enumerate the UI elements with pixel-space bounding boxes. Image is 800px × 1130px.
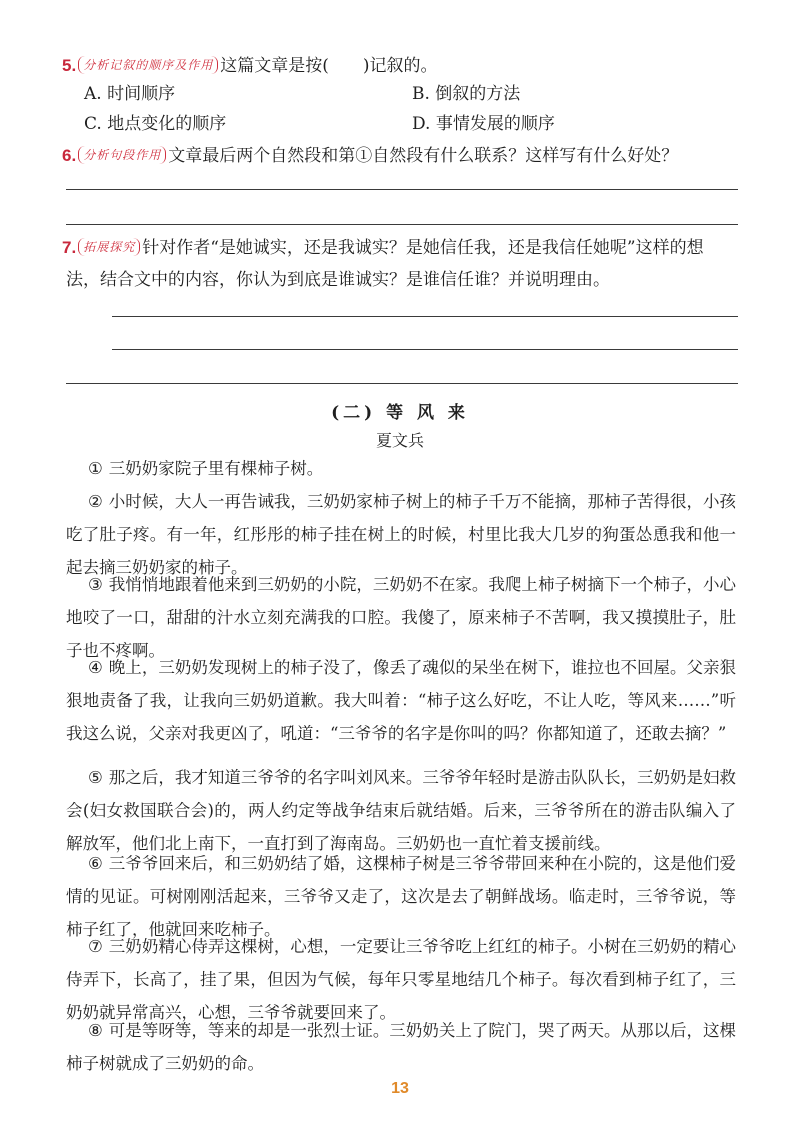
question-5-text: 这篇文章是按( )记叙的。 xyxy=(220,56,438,76)
q7-answer-line-2[interactable] xyxy=(112,349,738,350)
paragraph-5: ⑤ 那之后，我才知道三爷爷的名字叫刘风来。三爷爷年轻时是游击队队长，三奶奶是妇救会(妇女救国联合会)的，两人约定等战争结束后就结婚。后来，三爷爷所在的游击队编入了解放军，他们北上南下，一直打到了海南岛。三奶奶也一直忙着支援前线。 xyxy=(66,768,736,853)
question-6-text: 文章最后两个自然段和第①自然段有什么联系？这样写有什么好处？ xyxy=(168,146,679,166)
paragraph-1: ① 三奶奶家院子里有棵柿子树。 xyxy=(88,459,324,478)
question-7-text-1: 针对作者“是她诚实，还是我诚实？是她信任我，还是我信任她呢”这样的想 xyxy=(142,238,704,258)
q7-answer-line-1[interactable] xyxy=(112,316,738,317)
article-author: 夏文兵 xyxy=(375,431,424,450)
question-5-tag: 分析记叙的顺序及作用 xyxy=(78,56,218,74)
page-number: 13 xyxy=(391,1080,409,1097)
q7-answer-line-3[interactable] xyxy=(66,383,738,384)
question-5-number: 5. xyxy=(62,56,77,75)
question-7-line-2: 法，结合文中的内容，你认为到底是谁诚实？是谁信任谁？并说明理由。 xyxy=(66,270,610,290)
q5-option-a: A. 时间顺序 xyxy=(84,84,176,104)
question-7-line-1 xyxy=(62,236,704,260)
question-5 xyxy=(62,54,437,78)
q6-answer-line-1[interactable] xyxy=(66,189,738,190)
q5-option-c: C. 地点变化的顺序 xyxy=(84,114,227,134)
paragraph-7: ⑦ 三奶奶精心侍弄这棵树，心想，一定要让三爷爷吃上红红的柿子。小树在三奶奶的精心侍弄下，长高了，挂了果，但因为气候，每年只零星地结几个柿子。每次看到柿子红了，三奶奶就异常高兴，心想，三爷爷就要回来了。 xyxy=(66,937,736,1022)
paragraph-2: ② 小时候，大人一再告诫我，三奶奶家柿子树上的柿子千万不能摘，那柿子苦得很，小孩吃了肚子疼。有一年，红彤彤的柿子挂在树上的时候，村里比我大几岁的狗蛋怂恿我和他一起去摘三奶奶家的柿子。 xyxy=(66,492,736,577)
q6-answer-line-2[interactable] xyxy=(66,224,738,225)
paragraph-4: ④ 晚上，三奶奶发现树上的柿子没了，像丢了魂似的呆坐在树下，谁拉也不回屋。父亲狠狠地责备了我，让我向三奶奶道歉。我大叫着：“柿子这么好吃，不让人吃，等风来……”听我这么说，父亲对我更凶了，吼道：“三爷爷的名字是你叫的吗？你都知道了，还敢去摘？” xyxy=(66,658,736,743)
article-title: (二) 等 风 来 xyxy=(331,403,469,423)
paragraph-6: ⑥ 三爷爷回来后，和三奶奶结了婚，这棵柿子树是三爷爷带回来种在小院的，这是他们爱情的见证。可树刚刚活起来，三爷爷又走了，这次是去了朝鲜战场。临走时，三爷爷说，等柿子红了，他就回来吃柿子。 xyxy=(66,854,736,939)
paragraph-3: ③ 我悄悄地跟着他来到三奶奶的小院，三奶奶不在家。我爬上柿子树摘下一个柿子，小心地咬了一口，甜甜的汁水立刻充满我的口腔。我傻了，原来柿子不苦啊，我又摸摸肚子，肚子也不疼啊。 xyxy=(66,575,736,660)
question-7-number: 7. xyxy=(62,238,77,257)
question-7-tag: 拓展探究 xyxy=(78,238,140,256)
question-6-tag: 分析句段作用 xyxy=(78,146,166,164)
paragraph-8: ⑧ 可是等呀等，等来的却是一张烈士证。三奶奶关上了院门，哭了两天。从那以后，这棵柿子树就成了三奶奶的命。 xyxy=(66,1021,736,1073)
q5-option-d: D. 事情发展的顺序 xyxy=(412,114,555,134)
q5-option-b: B. 倒叙的方法 xyxy=(412,84,521,104)
question-6 xyxy=(62,144,678,168)
question-6-number: 6. xyxy=(62,146,77,165)
